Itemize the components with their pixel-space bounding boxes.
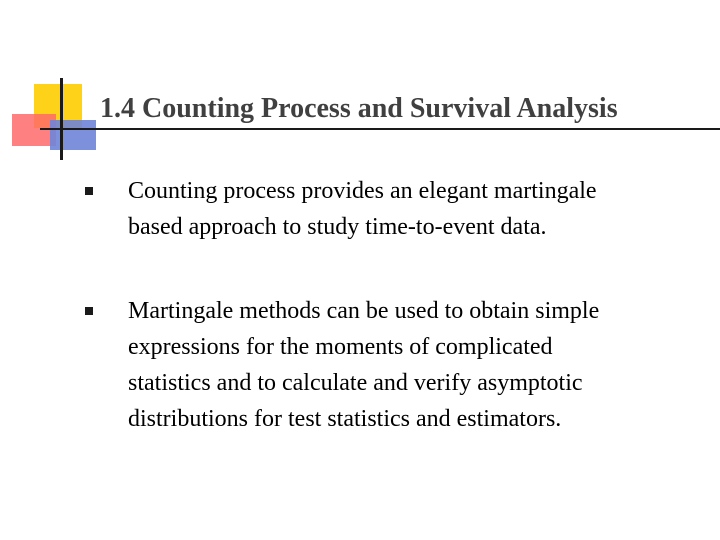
- bullet-item: [84, 293, 684, 437]
- logo-blue-square: [50, 120, 96, 150]
- bullet-item: [84, 173, 684, 245]
- bullet-line: based approach to study time-to-event data.: [128, 214, 547, 240]
- bullet-line: Counting process provides an elegant martingale: [128, 178, 597, 204]
- logo-vertical-line: [60, 78, 63, 160]
- bullet-line: Martingale methods can be used to obtain simple: [128, 298, 600, 324]
- title-underline: [40, 128, 720, 130]
- bullet-line: distributions for test statistics and estimators.: [128, 406, 562, 432]
- bullet-line: expressions for the moments of complicated: [128, 334, 553, 360]
- slide-title: 1.4 Counting Process and Survival Analysis: [100, 93, 618, 124]
- bullet-square-icon: [85, 187, 93, 195]
- bullet-line: statistics and to calculate and verify asymptotic: [128, 370, 583, 396]
- bullet-list: [84, 173, 684, 437]
- bullet-square-icon: [85, 307, 93, 315]
